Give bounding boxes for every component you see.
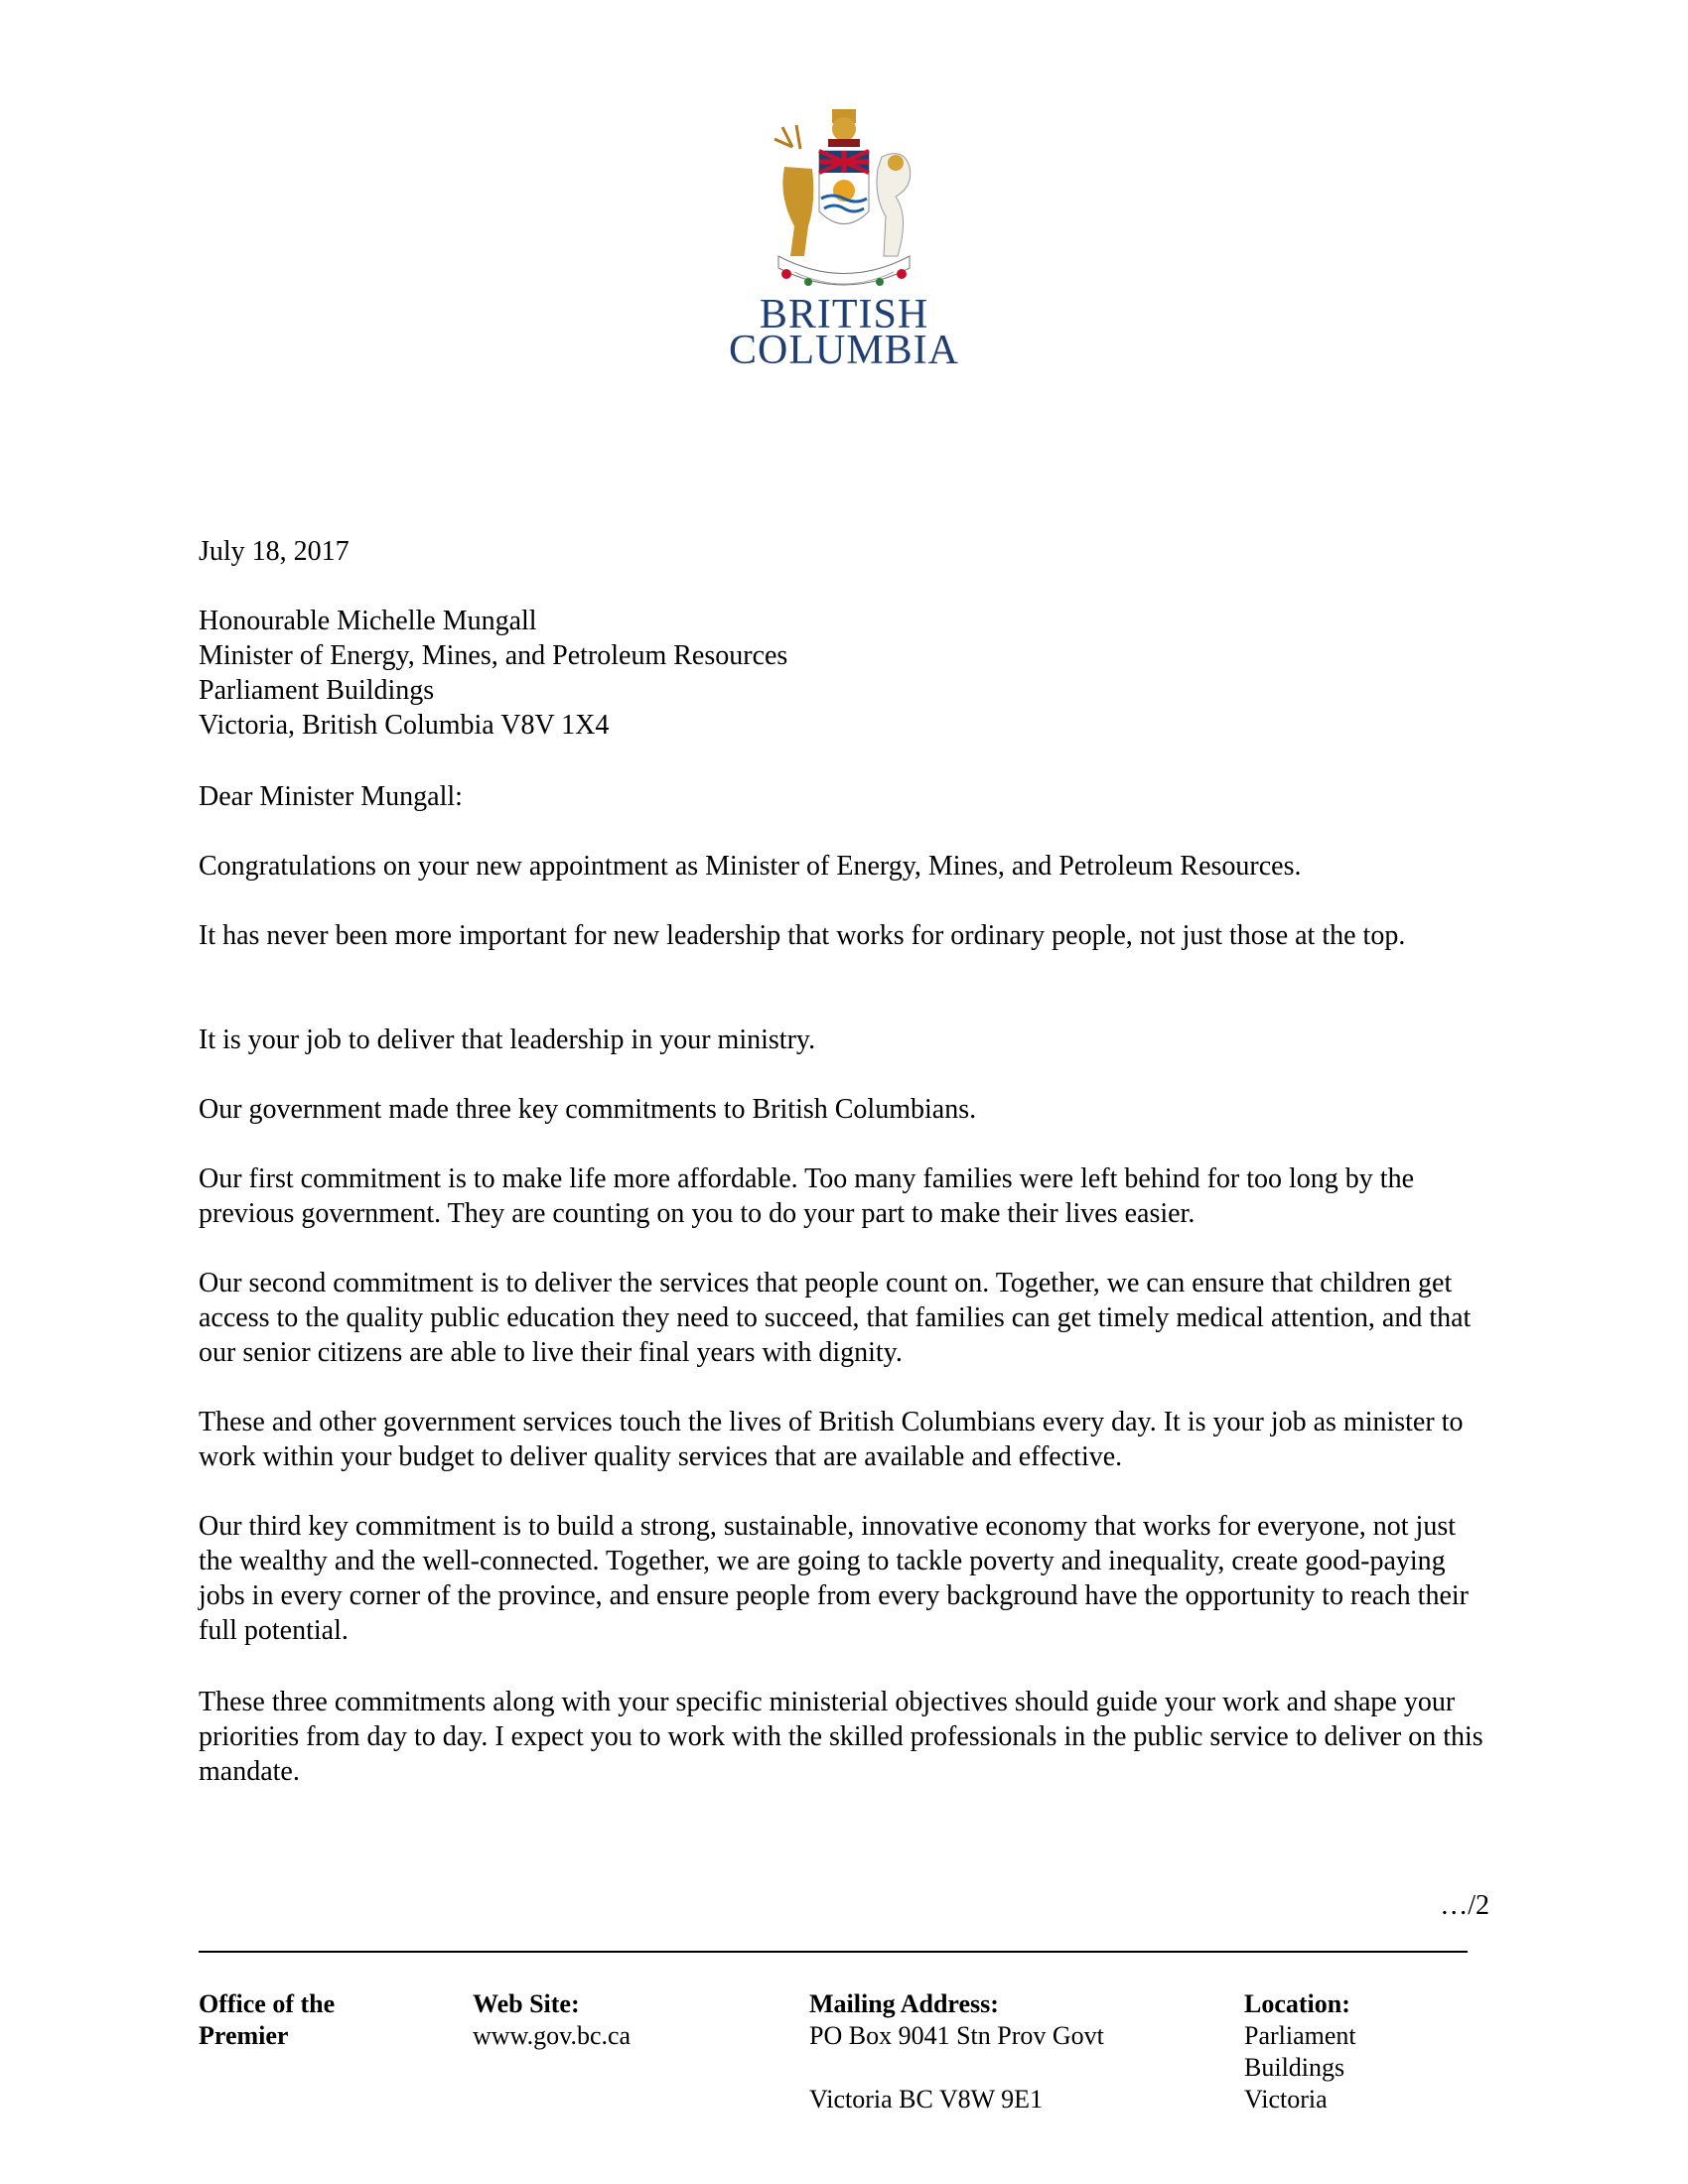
paragraph: Our government made three key commitments to British Columbians.: [199, 1094, 977, 1125]
coat-of-arms-logo: [765, 107, 923, 296]
footer-website: [473, 1988, 751, 2052]
footer-mailing-heading: Mailing Address:: [809, 1989, 999, 2018]
footer-mailing-address: [809, 1988, 1206, 2116]
paragraph: It is your job to deliver that leadership in your ministry.: [199, 1024, 816, 1055]
footer-office-heading-2: Premier: [199, 2021, 289, 2050]
recipient-name: Honourable Michelle Mungall: [199, 606, 537, 636]
footer-mailing-line-1: PO Box 9041 Stn Prov Govt: [809, 2021, 1104, 2050]
paragraph: Our second commitment is to deliver the services that people count on. Together, we can ensure that children get access to the quality public education they need to succeed, that families can get timely medical attention, and that our senior citizens are able to live their final years with dignity.: [199, 1268, 1472, 1368]
paragraph: Congratulations on your new appointment as Minister of Energy, Mines, and Petroleum Resources.: [199, 851, 1302, 882]
recipient-title: Minister of Energy, Mines, and Petroleum Resources: [199, 640, 788, 671]
paragraph: These three commitments along with your specific ministerial objectives should guide your work and shape your priorities from day to day. I expect you to work with the skilled professionals in the public service to deliver on this mandate.: [199, 1687, 1483, 1787]
footer-location: [1244, 1988, 1463, 2116]
letter-date: July 18, 2017: [199, 536, 350, 567]
paragraph: It has never been more important for new leadership that works for ordinary people, not just those at the top.: [199, 920, 1406, 951]
paragraph: These and other government services touch the lives of British Columbians every day. It is your job as minister to work within your budget to deliver quality services that are available and effective.: [199, 1407, 1464, 1472]
footer-office: [199, 1988, 427, 2052]
footer-website-url: www.gov.bc.ca: [473, 2021, 632, 2050]
recipient-building: Parliament Buildings: [199, 675, 435, 706]
footer-website-heading: Web Site:: [473, 1989, 580, 2018]
footer-office-heading-1: Office of the: [199, 1989, 336, 2018]
footer-divider: [199, 1951, 1468, 1953]
footer-location-line-2: Buildings: [1244, 2053, 1345, 2082]
footer-location-line-1: Parliament: [1244, 2021, 1356, 2050]
footer-location-line-3: Victoria: [1244, 2085, 1328, 2114]
paragraph: Our third key commitment is to build a strong, sustainable, innovative economy that works for everyone, not just the wealthy and the well-connected. Together, we are going to tackle poverty and inequality, create good-paying jobs in every corner of the province, and ensure people from every background have the opportunity to reach their full potential.: [199, 1511, 1469, 1646]
recipient-city: Victoria, British Columbia V8V 1X4: [199, 710, 610, 741]
paragraph: Our first commitment is to make life more affordable. Too many families were left behind for too long by the previous government. They are counting on you to do your part to make their lives easier.: [199, 1163, 1415, 1229]
wordmark-line-2: COLUMBIA: [728, 328, 959, 373]
wordmark-line-1: BRITISH: [759, 292, 929, 338]
page-continuation-marker: …/2: [1440, 1890, 1489, 1921]
footer-location-heading: Location:: [1244, 1989, 1350, 2018]
footer-mailing-line-2: Victoria BC V8W 9E1: [809, 2085, 1044, 2114]
salutation: Dear Minister Mungall:: [199, 781, 463, 812]
recipient-address: [199, 604, 1489, 743]
